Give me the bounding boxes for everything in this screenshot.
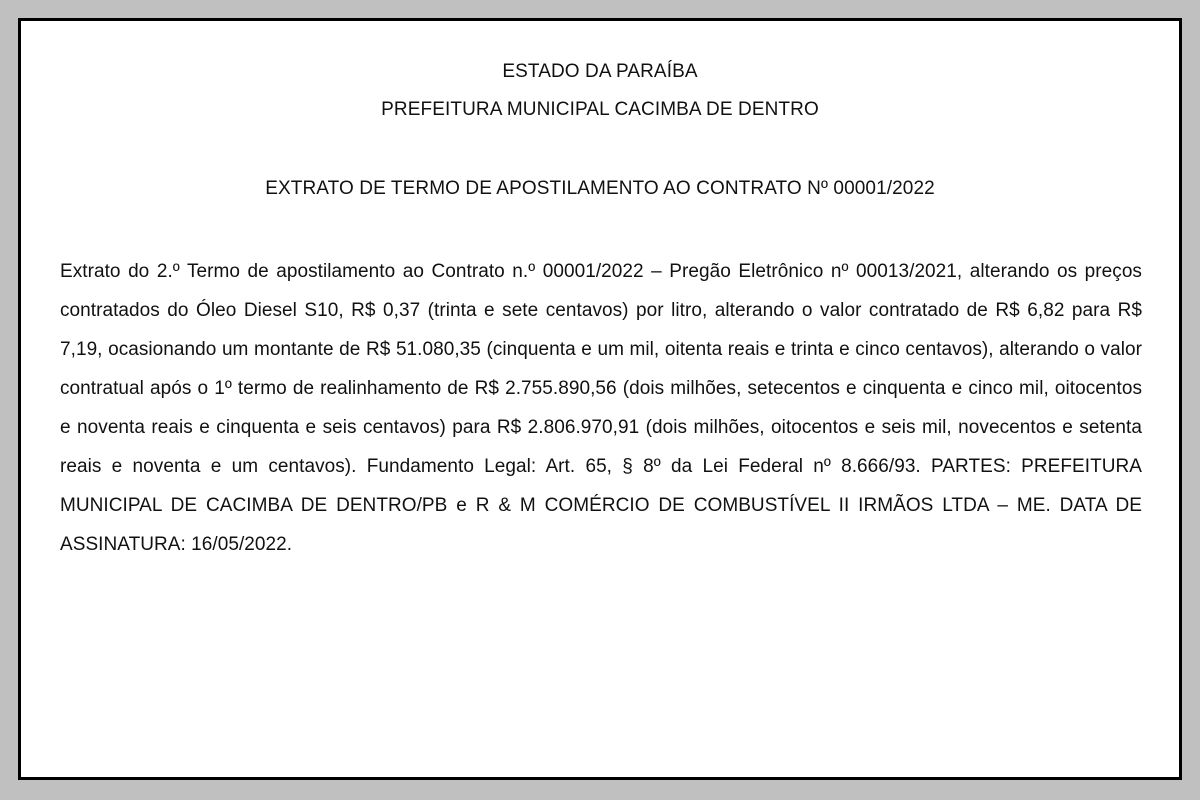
document-title: EXTRATO DE TERMO DE APOSTILAMENTO AO CONTRATO Nº 00001/2022: [265, 178, 935, 199]
document-body: Extrato do 2.º Termo de apostilamento ao Contrato n.º 00001/2022 – Pregão Eletrônico nº 00013/2021, alterando os preços contratados do Óleo Diesel S10, R$ 0,37 (trinta e sete centavos) por litro, alterando o valor contratado de R$ 6,82 para R$ 7,19, ocasionando um montante de R$ 51.080,35 (cinquenta e um mil, oitenta reais e trinta e cinco centavos), alterando o valor contratual após o 1º termo de realinhamento de R$ 2.755.890,56 (dois milhões, setecentos e cinquenta e cinco mil, oitocentos e noventa reais e cinquenta e seis centavos) para R$ 2.806.970,91 (dois milhões, oitocentos e seis mil, novecentos e setenta reais e noventa e um centavos). Fundamento Legal: Art. 65, § 8º da Lei Federal nº 8.666/93. PARTES: PREFEITURA MUNICIPAL DE CACIMBA DE DENTRO/PB e R & M COMÉRCIO DE COMBUSTÍVEL II IRMÃOS LTDA – ME. DATA DE ASSINATURA: 16/05/2022.: [60, 261, 1142, 555]
state-name: ESTADO DA PARAÍBA: [502, 61, 698, 82]
document-page: [18, 18, 1182, 780]
prefecture-name: PREFEITURA MUNICIPAL CACIMBA DE DENTRO: [381, 99, 819, 120]
